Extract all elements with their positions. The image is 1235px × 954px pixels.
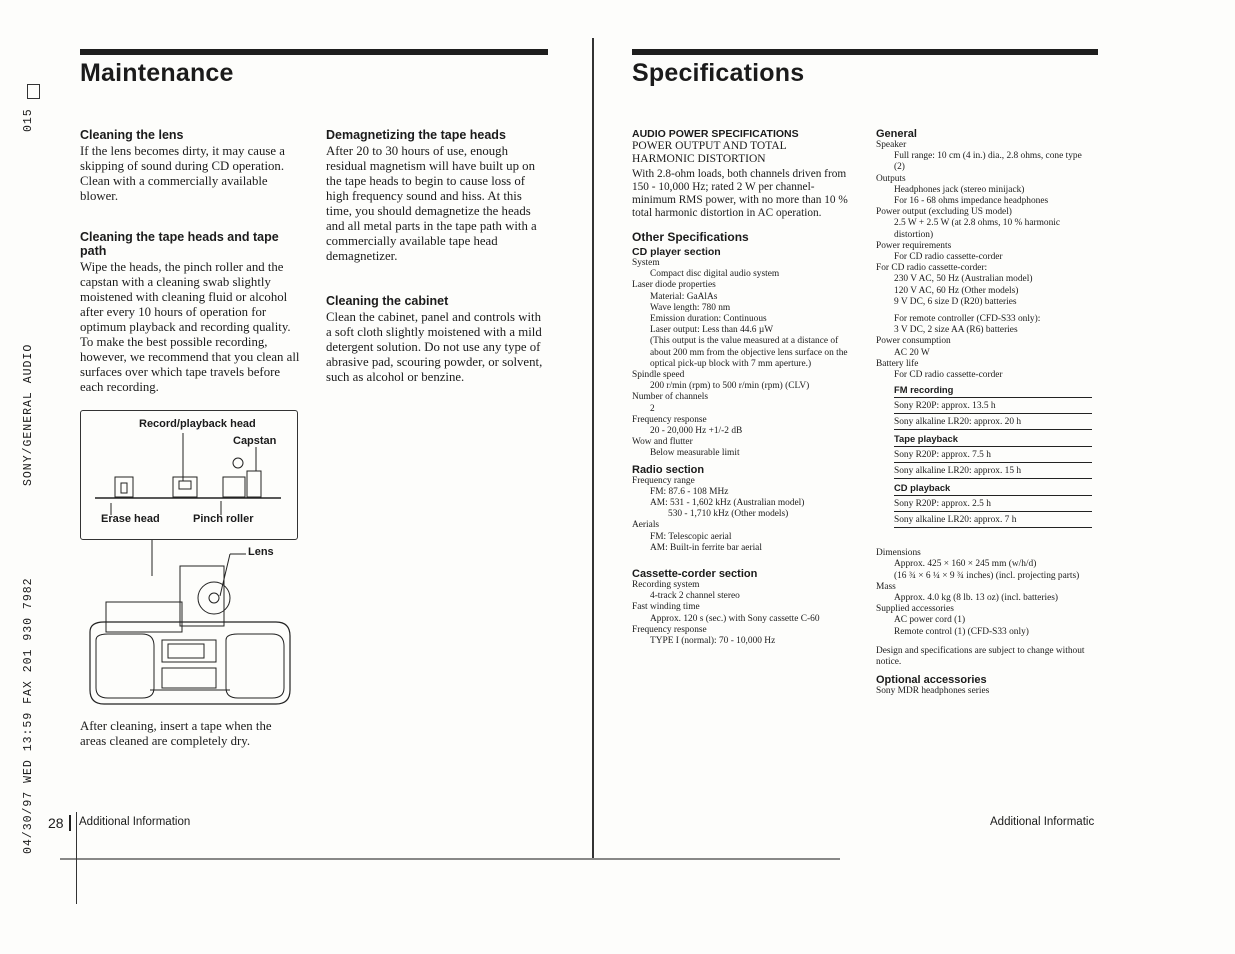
audio-power-heading: AUDIO POWER SPECIFICATIONS [632,128,799,140]
left-page-number: 28 [48,815,64,831]
battery-table-row: Sony alkaline LR20: approx. 20 h [894,414,1092,430]
right-column-2 [876,128,1092,698]
spec-line: (16 ¾ × 6 ¼ × 9 ¾ inches) (incl. projecting parts) [894,570,1080,581]
fax-line: 04/30/97 WED 13:59 FAX 201 930 7982 [22,577,35,854]
cabinet-text: Clean the cabinet, panel and controls with a soft cloth slightly moistened with a mild detergent solution. Do not use any type of abrasive pad, scouring powder, or solvent, such as alcohol or benzine. [326,310,543,384]
label-pinch-roller: Pinch roller [193,513,254,525]
spec-line: 120 V AC, 60 Hz (Other models) [894,285,1019,296]
cd-player-specs [632,258,856,460]
other-specifications-heading: Other Specifications [632,230,749,244]
fax-department: SONY/GENERAL AUDIO [22,343,35,486]
radio-heading: Radio section [632,463,705,476]
audio-power-subheading-2: HARMONIC DISTORTION [632,153,766,165]
spec-line: Full range: 10 cm (4 in.) dia., 2.8 ohms, cone type (2) [894,151,1082,173]
footer-divider [69,815,71,831]
cassette-specs [632,580,856,647]
spec-line: 230 V AC, 50 Hz (Australian model) [894,274,1033,285]
general-heading: General [876,128,917,140]
spec-line: Power consumption [876,336,951,347]
spec-line: Number of channels [632,392,709,403]
spec-line: Wave length: 780 nm [650,302,731,313]
spec-line: (This output is the value measured at a distance of about 200 mm from the objective lens surface on the optical pick-up block with 7 mm aperture.) [650,336,848,369]
cd-player-heading: CD player section [632,246,721,258]
spec-line: Supplied accessories [876,604,954,615]
label-capstan: Capstan [233,435,277,447]
battery-table-row: Sony R20P: approx. 13.5 h [894,398,1092,414]
left-column-1 [80,128,302,395]
spec-line: 3 V DC, 2 size AA (R6) batteries [894,325,1018,336]
general-specs [876,140,1092,308]
fax-box-icon [27,84,40,99]
spec-line: For CD radio cassette-corder: [876,263,988,274]
spec-line: Dimensions [876,548,921,559]
spec-line: Laser diode properties [632,280,716,291]
battery-table-row: Sony alkaline LR20: approx. 15 h [894,463,1092,479]
spec-line: Wow and flutter [632,437,693,448]
spec-line: For CD radio cassette-corder [894,252,1003,263]
spec-line: 20 - 20,000 Hz +1/-2 dB [650,426,743,437]
spec-line: 200 r/min (rpm) to 500 r/min (rpm) (CLV) [650,381,810,392]
spec-line: Power requirements [876,240,952,251]
spec-line: FM: Telescopic aerial [650,531,732,542]
cleaning-heads-heading: Cleaning the tape heads and tape path [80,230,279,258]
spec-line: 4-track 2 channel stereo [650,591,740,602]
optional-accessories-heading: Optional accessories [876,674,987,687]
audio-power-text: With 2.8-ohm loads, both channels driven from 150 - 10,000 Hz; rated 2 W per channel-minimum RMS power, with no more than 10 % total harmonic distortion in AC operation. [632,168,848,219]
after-cleaning-note: After cleaning, insert a tape when the areas cleaned are completely dry. [80,719,272,748]
spec-line: For 16 - 68 ohms impedance headphones [894,196,1049,207]
spec-line: Speaker [876,140,907,150]
spec-line: Frequency range [632,475,695,486]
battery-life-table [894,381,1092,528]
left-column-2 [326,128,548,385]
tape-head-diagram [80,410,298,540]
boombox-illustration [80,540,300,710]
cassette-heading: Cassette-corder section [632,568,758,581]
spec-line: 2.5 W + 2.5 W (at 2.8 ohms, 10 % harmonic distortion) [894,218,1061,240]
spec-line: Approx. 120 s (sec.) with Sony cassette C-60 [650,613,820,624]
spec-line: AC power cord (1) [894,615,966,626]
general-specs-2 [876,314,1092,381]
spec-line: 530 - 1,710 kHz (Other models) [668,509,789,520]
maintenance-rule [80,49,548,55]
fax-page-code: 015 [22,108,35,132]
spec-line: Frequency response [632,624,707,635]
cleaning-lens-heading: Cleaning the lens [80,128,184,142]
spec-line: 2 [650,403,655,414]
spec-line: Aerials [632,520,660,531]
spec-line: Emission duration: Continuous [650,314,767,325]
right-column-1 [632,128,856,647]
page-bottom-edge [60,858,840,860]
fax-header [22,46,42,854]
spec-line: Material: GaAlAs [650,291,718,302]
spec-line: Compact disc digital audio system [650,269,780,280]
spec-line: Power output (excluding US model) [876,207,1012,218]
spec-line: Fast winding time [632,602,700,613]
page-title: Maintenance [80,59,234,87]
spec-line: AC 20 W [894,347,930,358]
spec-line: Mass [876,581,896,592]
battery-table-row: Sony alkaline LR20: approx. 7 h [894,512,1092,528]
spec-line: Approx. 4.0 kg (8 lb. 13 oz) (incl. batteries) [894,593,1059,604]
battery-table-heading: Tape playback [894,430,1092,447]
battery-table-row: Sony R20P: approx. 7.5 h [894,447,1092,463]
spec-line: Battery life [876,358,919,369]
spec-line: Laser output: Less than 44.6 µW [650,325,774,336]
radio-specs [632,476,856,554]
left-footer: Additional Information [79,816,191,828]
spec-line: AM: Built-in ferrite bar aerial [650,542,762,553]
audio-power-subheading-1: POWER OUTPUT AND TOTAL [632,140,787,152]
spec-line: Headphones jack (stereo minijack) [894,184,1025,195]
spec-line: System [632,258,660,268]
spec-line: For remote controller (CFD-S33 only): [894,314,1041,325]
cleaning-lens-text: If the lens becomes dirty, it may cause a skipping of sound during CD operation. Clean with a commercially available blower. [80,144,285,203]
spec-line: Recording system [632,580,700,591]
spec-line: AM: 531 - 1,602 kHz (Australian model) [650,498,805,509]
spec-line: Spindle speed [632,370,685,381]
spec-line: 9 V DC, 6 size D (R20) batteries [894,296,1017,307]
page-gutter [592,38,594,858]
cabinet-heading: Cleaning the cabinet [326,294,449,308]
change-notice: Design and specifications are subject to change without notice. [876,645,1085,668]
spec-line: Below measurable limit [650,448,740,459]
general-specs-3 [876,548,1092,638]
label-lens: Lens [248,546,274,558]
label-erase-head: Erase head [101,513,160,525]
specifications-rule [632,49,1098,55]
right-footer: Additional Informatic [990,816,1095,828]
battery-table-heading: CD playback [894,479,1092,496]
spec-line: Outputs [876,173,906,184]
battery-table-row: Sony R20P: approx. 2.5 h [894,496,1092,512]
spec-line: For CD radio cassette-corder [894,370,1003,381]
boombox-diagram [80,540,300,710]
spec-line: Remote control (1) (CFD-S33 only) [894,626,1029,637]
label-record-playback-head: Record/playback head [139,418,256,430]
demagnetizing-text: After 20 to 30 hours of use, enough residual magnetism will have built up on the tape heads to begin to cause loss of high frequency sound and hiss. At this time, you should demagnetize the heads and all metal parts in the tape path with a commercially available tape head demagnetizer. [326,144,537,263]
left-page-margin-line [76,812,77,904]
spec-line: Frequency response [632,414,707,425]
battery-table-heading: FM recording [894,381,1092,398]
demagnetizing-heading: Demagnetizing the tape heads [326,128,506,142]
specifications-title: Specifications [632,59,805,87]
spec-line: Approx. 425 × 160 × 245 mm (w/h/d) [894,559,1037,570]
spec-line: TYPE I (normal): 70 - 10,000 Hz [650,636,776,647]
spec-line: FM: 87.6 - 108 MHz [650,486,729,497]
optional-accessories-text: Sony MDR headphones series [876,686,990,697]
cleaning-heads-text: Wipe the heads, the pinch roller and the capstan with a cleaning swab slightly moistened with cleaning fluid or alcohol after every 10 hours of operation for optimum playback and recording quality. To make the best possible recording, however, we recommend that you clean all surfaces over which tape travels before each recording. [80,260,300,394]
